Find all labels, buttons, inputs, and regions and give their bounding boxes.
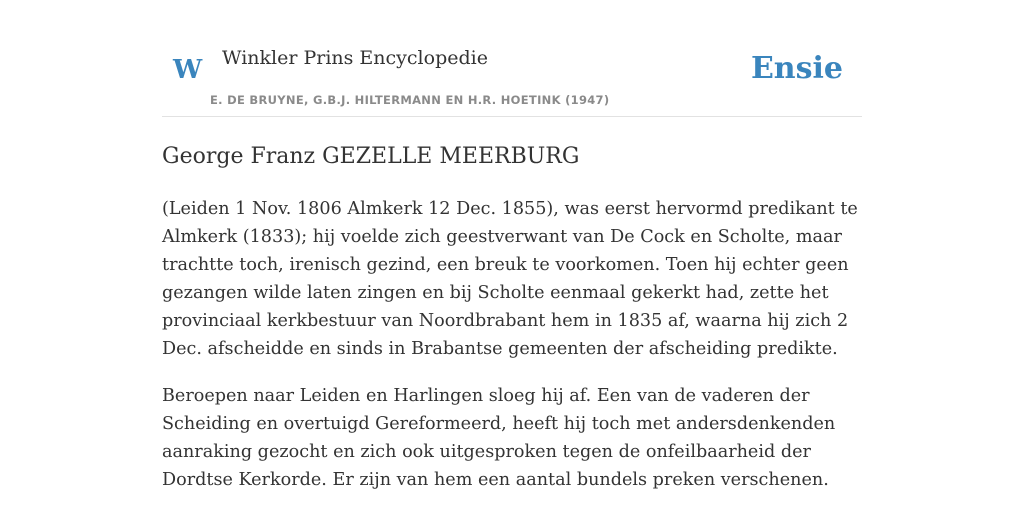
page [162, 0, 862, 494]
winkler-prins-logo[interactable]: W [173, 55, 203, 85]
entry-paragraph: Beroepen naar Leiden en Harlingen sloeg hij af. Een van de vaderen der Scheiding en overtuigd Gereformeerd, heeft hij toch met andersdenkenden aanraking gezocht en zich ook uitgesproken tegen de onfeilbaarheid der Dordtse Kerkorde. Er zijn van hem een aantal bundels preken verschenen. [162, 386, 836, 490]
entry-title: George Franz GEZELLE MEERBURG [162, 144, 580, 169]
encyclopedia-header [162, 0, 862, 117]
entry-paragraph: (Leiden 1 Nov. 1806 Almkerk 12 Dec. 1855), was eerst hervormd predikant te Almkerk (1833); hij voelde zich geestverwant van De Cock en Scholte, maar trachtte toch, irenisch gezind, een breuk te voorkomen. Toen hij echter geen gezangen wilde laten zingen en bij Scholte eenmaal gekerkt had, zette het provinciaal kerkbestuur van Noordbrabant hem in 1835 af, waarna hij zich 2 Dec. afscheidde en sinds in Brabantse gemeenten der afscheiding predikte. [162, 199, 858, 359]
book-authors: E. DE BRUYNE, G.B.J. HILTERMANN EN H.R. HOETINK (1947) [210, 93, 610, 107]
ensie-logo[interactable]: Ensie [750, 51, 843, 86]
book-title[interactable]: Winkler Prins Encyclopedie [222, 47, 488, 69]
entry-body [162, 195, 862, 494]
